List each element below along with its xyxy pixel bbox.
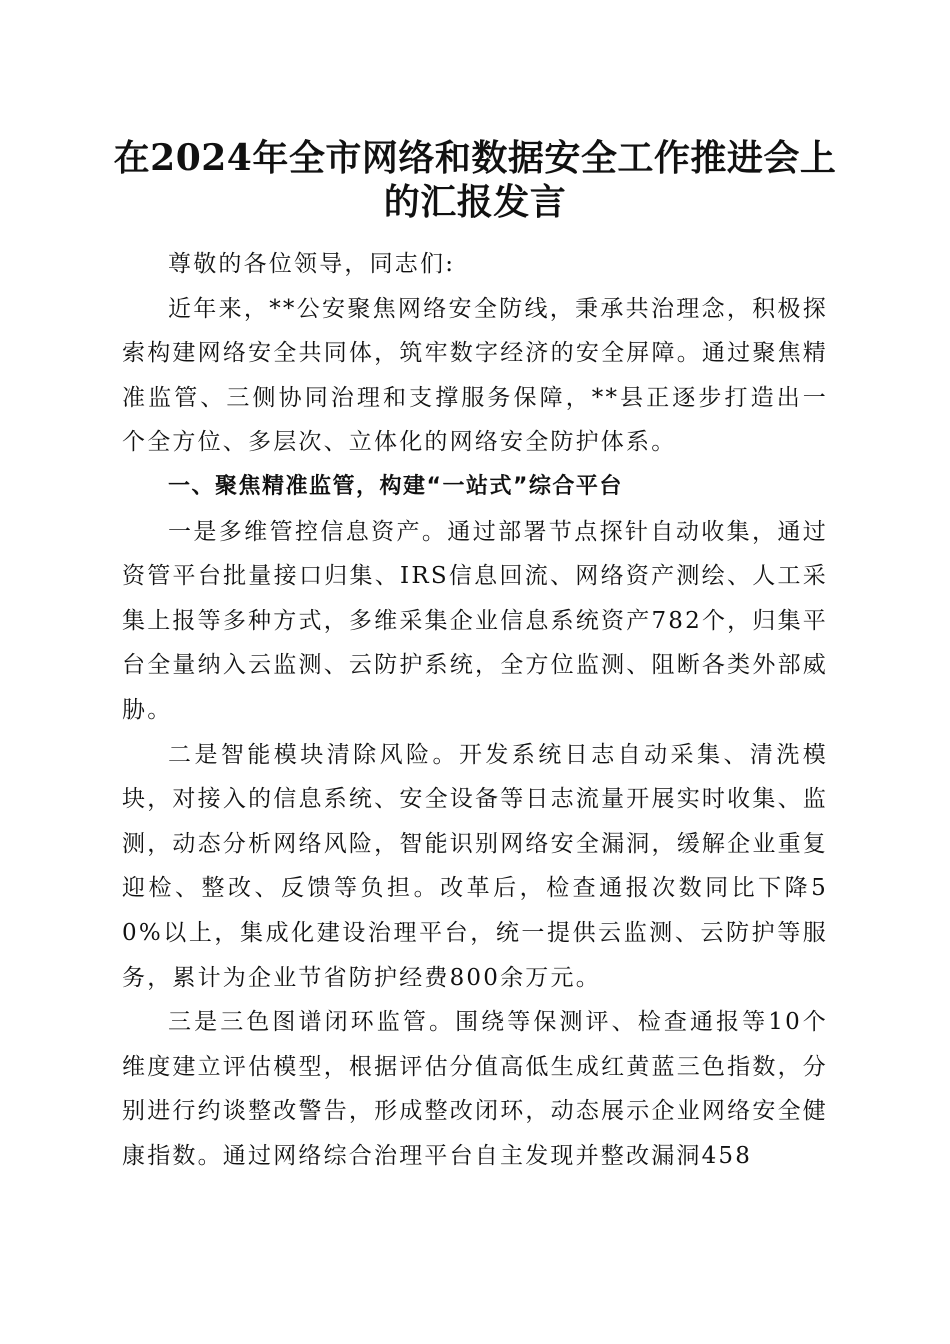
paragraph-point-2: 二是智能模块清除风险。开发系统日志自动采集、清洗模块，对接入的信息系统、安全设备等日志流量开展实时收集、监测，动态分析网络风险，智能识别网络安全漏洞，缓解企业重复迎检、整改、反馈等负担。改革后，检查通报次数同比下降50%以上，集成化建设治理平台，统一提供云监测、云防护等服务，累计为企业节省防护经费800余万元。 <box>122 741 828 991</box>
salutation: 尊敬的各位领导，同志们: <box>168 251 456 277</box>
title-line-2: 的汇报发言 <box>383 181 567 223</box>
title-line-1: 在2024年全市网络和数据安全工作推进会上 <box>113 137 837 179</box>
paragraph-point-1: 一是多维管控信息资产。通过部署节点探针自动收集，通过资管平台批量接口归集、IRS信息回流、网络资产测绘、人工采集上报等多种方式，多维采集企业信息系统资产782个，归集平台全量纳入云监测、云防护系统，全方位监测、阻断各类外部威胁。 <box>122 518 828 723</box>
intro-paragraph: 近年来，**公安聚焦网络安全防线，秉承共治理念，积极探索构建网络安全共同体，筑牢数字经济的安全屏障。通过聚焦精准监管、三侧协同治理和支撑服务保障，**县正逐步打造出一个全方位、多层次、立体化的网络安全防护体系。 <box>122 295 828 456</box>
section-heading-1: 一、聚焦精准监管，构建“一站式”综合平台 <box>168 473 623 499</box>
document-title <box>106 136 844 224</box>
paragraph-point-3: 三是三色图谱闭环监管。围绕等保测评、检查通报等10个维度建立评估模型，根据评估分值高低生成红黄蓝三色指数，分别进行约谈整改警告，形成整改闭环，动态展示企业网络安全健康指数。通过网络综合治理平台自主发现并整改漏洞458 <box>122 1009 828 1169</box>
